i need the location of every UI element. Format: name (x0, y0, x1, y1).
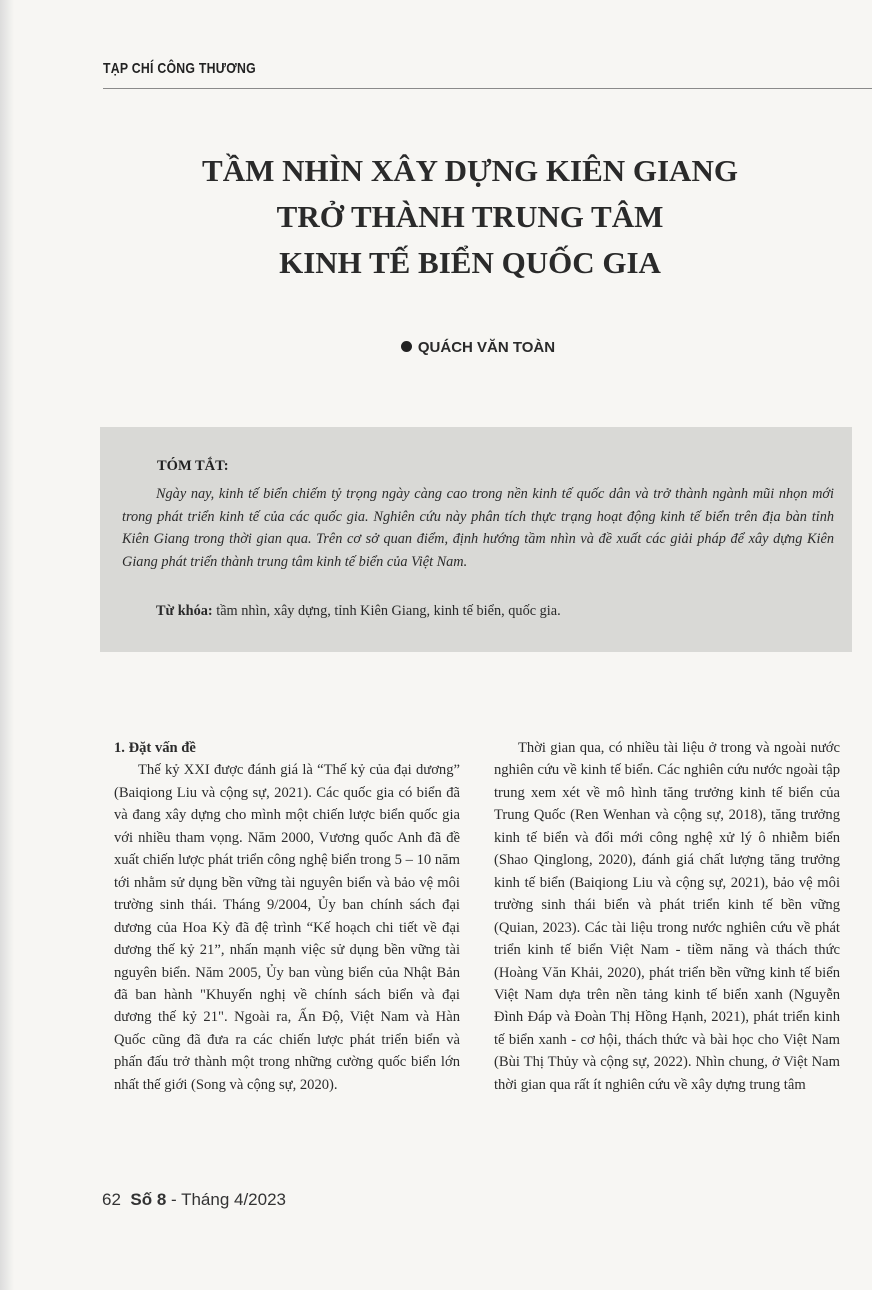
body-paragraph: Thế kỷ XXI được đánh giá là “Thế kỷ của đại dương” (Baiqiong Liu và cộng sự, 2021). Các quốc gia có biển đã và đang xây dựng cho mình một chiến lược biển quốc gia với nhiều tham vọng. Năm 2000, Vương quốc Anh đã đề xuất chiến lược phát triển công nghệ biển trong 5 – 10 năm tới nhằm sử dụng bền vững tài nguyên biển và bảo vệ môi trường sinh thái. Tháng 9/2004, Ủy ban chính sách đại dương của Hoa Kỳ đã đệ trình “Kế hoạch chi tiết về đại dương thế kỷ 21”, nhấn mạnh việc sử dụng bền vững tài nguyên biển. Năm 2005, Ủy ban vùng biển của Nhật Bản đã ban hành "Khuyến nghị về chính sách biển và đại dương thế kỷ 21". Ngoài ra, Ấn Độ, Việt Nam và Hàn Quốc cũng đã đưa ra các chiến lược phát triển biển và phấn đấu trở thành một trong những cường quốc biển lớn nhất thế giới (Song và cộng sự, 2020). (114, 762, 460, 1093)
abstract-heading: TÓM TẮT: (157, 458, 229, 474)
body-column-right (494, 737, 840, 1096)
section-heading: 1. Đặt vấn đề (114, 740, 196, 756)
title-line-2: TRỞ THÀNH TRUNG TÂM (276, 199, 664, 234)
author-line (0, 339, 872, 356)
article-title (60, 148, 872, 286)
page-number: 62 (102, 1190, 121, 1209)
title-line-3: KINH TẾ BIỂN QUỐC GIA (279, 245, 661, 280)
keywords (156, 603, 561, 620)
keywords-label: Từ khóa: (156, 603, 213, 619)
issue-number: Số 8 (130, 1190, 167, 1209)
issue-date: - Tháng 4/2023 (166, 1190, 287, 1209)
title-line-1: TẦM NHÌN XÂY DỰNG KIÊN GIANG (202, 153, 738, 188)
page-edge-shadow (0, 0, 14, 1290)
bullet-icon (401, 341, 412, 352)
journal-name: TẠP CHÍ CÔNG THƯƠNG (103, 60, 256, 77)
body-column-left (114, 737, 460, 1096)
body-paragraph: Thời gian qua, có nhiều tài liệu ở trong và ngoài nước nghiên cứu về kinh tế biển. Các nghiên cứu nước ngoài tập trung xem xét về mô hình tăng trưởng kinh tế biển của Trung Quốc (Ren Wenhan và cộng sự, 2018), tăng trưởng kinh tế biển và đổi mới công nghệ xử lý ô nhiễm biển (Shao Qinglong, 2020), đánh giá chất lượng tăng trưởng kinh tế biển (Baiqiong Liu và cộng sự, 2021), bảo vệ môi trường sinh thái biển và phát triển kinh tế bền vững (Quian, 2023). Các tài liệu trong nước nghiên cứu về phát triển kinh tế biển Việt Nam - tiềm năng và thách thức (Hoàng Văn Khải, 2020), phát triển bền vững kinh tế biển Việt Nam dựa trên nền tảng kinh tế biển xanh (Nguyễn Đình Đáp và Đoàn Thị Hồng Hạnh, 2021), phát triển kinh tế biển xanh - cơ hội, thách thức và bài học cho Việt Nam (Bùi Thị Thủy và cộng sự, 2022). Nhìn chung, ở Việt Nam thời gian qua rất ít nghiên cứu về xây dựng trung tâm (494, 740, 840, 1093)
page-footer (102, 1190, 286, 1210)
header-rule (103, 88, 872, 89)
keywords-list: tầm nhìn, xây dựng, tỉnh Kiên Giang, kinh tế biển, quốc gia. (212, 603, 561, 619)
abstract-text: Ngày nay, kinh tế biển chiếm tỷ trọng ngày càng cao trong nền kinh tế quốc dân và trở thành ngành mũi nhọn mới trong phát triển kinh tế của các quốc gia. Nghiên cứu này phân tích thực trạng hoạt động kinh tế biển trên địa bàn tỉnh Kiên Giang trong thời gian qua. Trên cơ sở quan điểm, định hướng tầm nhìn và đề xuất các giải pháp để xây dựng Kiên Giang phát triển thành trung tâm kinh tế biển của Việt Nam. (122, 486, 834, 570)
author-name: QUÁCH VĂN TOÀN (417, 339, 556, 356)
